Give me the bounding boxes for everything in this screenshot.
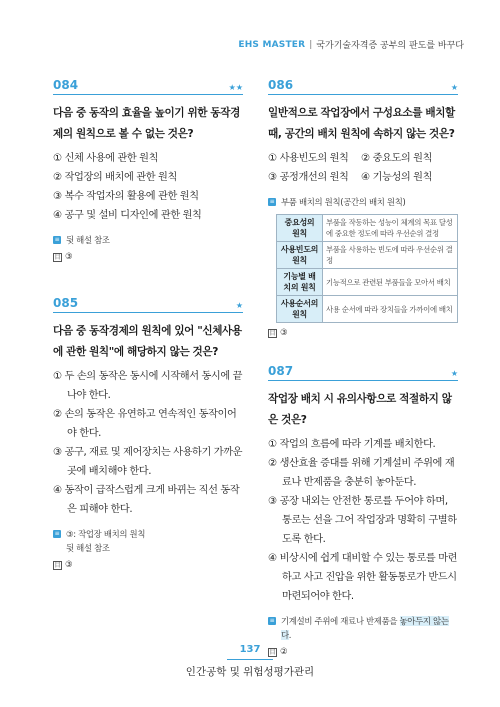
- principle-name: 기능별 배치의 원칙: [277, 269, 323, 296]
- question-text: 다음 중 동작경제의 원칙에 있어 "신체사용에 관한 원칙"에 해당하지 않는 것은?: [53, 325, 242, 358]
- question-number: 085: [53, 296, 79, 310]
- table-row: [277, 215, 458, 242]
- principle-name: 사용순서의 원칙: [277, 296, 323, 323]
- option-2: ② 중요도의 원칙: [361, 153, 433, 164]
- table-row: [277, 242, 458, 269]
- principles-table: [276, 214, 458, 323]
- answer-icon: 目: [54, 253, 61, 261]
- question-087: [268, 364, 458, 657]
- option-3: ③ 공장 내외는 안전한 통로를 두어야 하며, 통로는 선을 그어 작업장과 명확히 구별하도록 한다.: [268, 496, 457, 545]
- explanation: [53, 527, 243, 555]
- option-1: ① 신체 사용에 관한 원칙: [53, 153, 159, 164]
- question-header: [53, 78, 243, 95]
- option-3: ③ 복수 작업자의 활용에 관한 원칙: [53, 191, 199, 202]
- answer-value: ③: [280, 328, 288, 338]
- explanation: [53, 233, 243, 247]
- option-1: ① 사용빈도의 원칙: [268, 153, 349, 164]
- explanation-suffix: .: [288, 630, 292, 640]
- explanation-text: [281, 614, 458, 642]
- question-header: [268, 78, 458, 95]
- option-1: ① 두 손의 동작은 동시에 시작해서 동시에 끝나야 한다.: [53, 371, 243, 401]
- chapter-title: 인간공학 및 위험성평가관리: [185, 666, 315, 678]
- table-row: [277, 269, 458, 296]
- explanation-text: 뒷 해설 참조: [66, 235, 110, 245]
- principle-description: 사용 순서에 따라 장치들을 가까이에 배치: [323, 296, 458, 323]
- principle-name: 중요성의 원칙: [277, 215, 323, 242]
- explanation: [268, 195, 458, 209]
- explanation-icon: ≡: [54, 530, 60, 537]
- left-column: [53, 78, 243, 570]
- question-text: 다음 중 동작의 효율을 높이기 위한 동작경제의 원칙으로 볼 수 없는 것은?: [53, 107, 240, 140]
- principle-description: 부품을 사용하는 빈도에 따라 우선순위 결정: [323, 242, 458, 269]
- answer-value: ③: [65, 252, 73, 262]
- option-4: ④ 동작이 급작스럽게 크게 바뀌는 직선 동작은 피해야 한다.: [53, 485, 240, 515]
- explanation-highlight: 놓아두지 않는다: [281, 616, 449, 640]
- principle-description: 기능적으로 관련된 부품들을 모아서 배치: [323, 269, 458, 296]
- question-number: 087: [268, 364, 294, 378]
- option-4: ④ 비상시에 쉽게 대비할 수 있는 통로를 마련하고 사고 진압을 위한 활동통로가 반드시 마련되어야 한다.: [268, 553, 458, 602]
- option-1: ① 작업의 흐름에 따라 기계를 배치한다.: [268, 439, 436, 450]
- question-number: 084: [53, 78, 79, 92]
- header-separator: |: [309, 39, 313, 50]
- explanation-text: ③: 작업장 배치의 원칙: [66, 529, 146, 539]
- explanation-icon: ≡: [269, 617, 275, 624]
- page-number: 137: [239, 644, 261, 655]
- explanation-text: 뒷 해설 참조: [66, 543, 110, 553]
- option-2: ② 생산효율 증대를 위해 기계설비 주위에 재료나 반제품을 충분히 놓아둔다.: [268, 458, 455, 488]
- answer-value: ③: [65, 560, 73, 570]
- question-086: [268, 78, 458, 338]
- explanation-icon: ≡: [54, 236, 60, 243]
- page-header: [238, 38, 464, 51]
- option-4: ④ 기능성의 원칙: [361, 172, 433, 183]
- principle-description: 부품을 작동하는 성능이 체계의 목표 달성에 중요한 정도에 따라 우선순위 결정: [323, 215, 458, 242]
- question-header: [268, 364, 458, 381]
- right-column: [268, 78, 458, 657]
- difficulty-stars: ★: [450, 369, 458, 378]
- difficulty-stars: ★: [450, 83, 458, 92]
- explanation-prefix: 기계설비 주위에 재료나 반제품을: [281, 616, 400, 626]
- table-row: [277, 296, 458, 323]
- question-085: [53, 296, 243, 570]
- explanation-icon: ≡: [269, 198, 275, 205]
- answer: [53, 560, 243, 570]
- footer-divider: [227, 659, 273, 660]
- question-number: 086: [268, 78, 294, 92]
- difficulty-stars: ★: [235, 301, 243, 310]
- answer: [268, 328, 458, 338]
- answer-icon: 目: [269, 329, 276, 337]
- option-2: ② 작업장의 배치에 관한 원칙: [53, 172, 177, 183]
- option-3: ③ 공정개선의 원칙: [268, 172, 349, 183]
- question-text: 일반적으로 작업장에서 구성요소를 배치할 때, 공간의 배치 원칙에 속하지 않는 것은?: [268, 107, 455, 140]
- header-tagline: 국가기술자격증 공부의 판도를 바꾸다: [316, 41, 464, 51]
- question-text: 작업장 배치 시 유의사항으로 적절하지 않은 것은?: [268, 393, 452, 426]
- answer-icon: 目: [269, 648, 276, 656]
- question-header: [53, 296, 243, 313]
- difficulty-stars: ★★: [228, 83, 243, 92]
- explanation: [268, 614, 458, 642]
- answer: [53, 252, 243, 262]
- principle-name: 사용빈도의 원칙: [277, 242, 323, 269]
- option-3: ③ 공구, 재료 및 제어장치는 사용하기 가까운 곳에 배치해야 한다.: [53, 447, 243, 477]
- question-084: [53, 78, 243, 262]
- explanation-text: 부품 배치의 원칙(공간의 배치 원칙): [281, 197, 406, 207]
- option-4: ④ 공구 및 설비 디자인에 관한 원칙: [53, 210, 202, 221]
- brand-name: EHS MASTER: [238, 39, 306, 50]
- answer-value: ②: [280, 647, 288, 657]
- option-2: ② 손의 동작은 유연하고 연속적인 동작이어야 한다.: [53, 409, 237, 439]
- answer-icon: 目: [54, 561, 61, 569]
